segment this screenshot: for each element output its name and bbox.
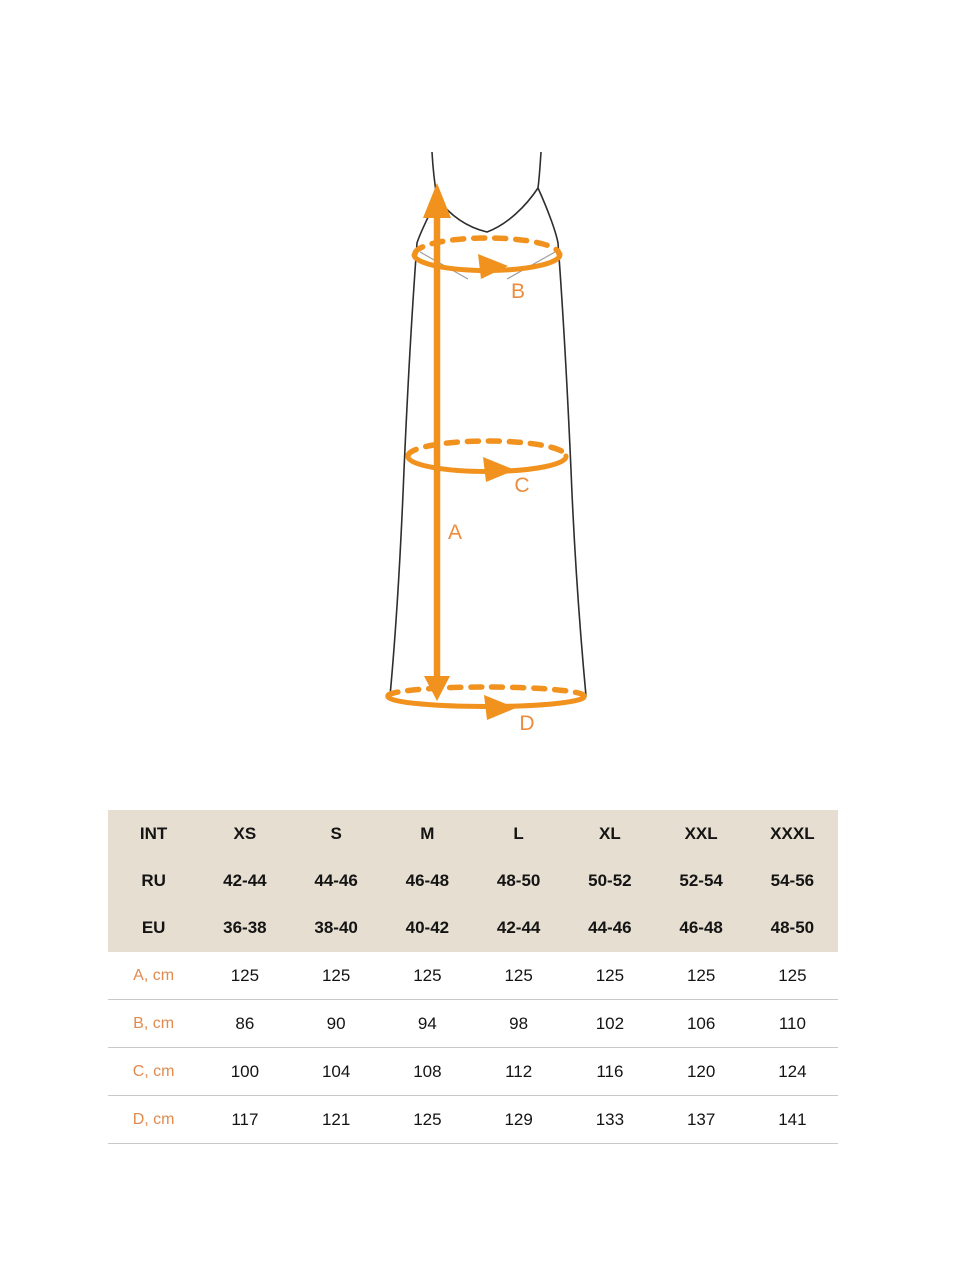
measure-label-b: B [510, 280, 526, 303]
size-cell: L [513, 823, 524, 843]
row-label: C, cm [132, 1062, 175, 1080]
right-strap [538, 152, 541, 188]
size-table-body [108, 952, 838, 1144]
size-cell: S [330, 823, 342, 843]
size-cell: XL [599, 823, 621, 843]
table-row-c [108, 1048, 838, 1096]
size-cell: 50-52 [588, 870, 632, 890]
value-cell: 125 [321, 965, 351, 985]
value-cell: 110 [778, 1013, 806, 1033]
size-cell: 46-48 [405, 870, 450, 890]
row-label: B, cm [133, 1014, 175, 1032]
size-cell: XS [233, 823, 257, 843]
value-cell: 116 [596, 1061, 624, 1081]
value-cell: 137 [686, 1109, 716, 1129]
value-cell: 108 [413, 1061, 442, 1081]
size-cell: 40-42 [405, 918, 450, 938]
measure-ellipse-c [408, 441, 566, 482]
value-cell: 100 [230, 1061, 260, 1081]
table-row-eu [108, 905, 838, 952]
row-label: INT [139, 823, 168, 843]
value-cell: 120 [686, 1061, 716, 1081]
value-cell: 112 [505, 1061, 533, 1081]
size-cell: 48-50 [496, 870, 541, 890]
value-cell: 104 [321, 1061, 351, 1081]
row-label: EU [141, 918, 166, 938]
table-row-ru [108, 857, 838, 904]
hip-ellipse-dashed-arc [408, 441, 566, 456]
hem-arrow-head-icon [484, 695, 516, 720]
value-cell: 125 [230, 965, 260, 985]
row-label: D, cm [132, 1110, 175, 1128]
size-cell: 48-50 [770, 918, 815, 938]
size-cell: 46-48 [679, 918, 723, 938]
value-cell: 90 [326, 1013, 346, 1033]
measure-label-d: D [519, 712, 535, 735]
table-row-b [108, 1000, 838, 1048]
size-cell: XXL [684, 823, 718, 843]
size-cell: 44-46 [588, 918, 632, 938]
dress-measurement-diagram [330, 140, 660, 740]
hip-arrow-head-icon [483, 457, 515, 482]
size-cell: 44-46 [314, 870, 358, 890]
value-cell: 125 [413, 1109, 442, 1129]
value-cell: 125 [413, 965, 442, 985]
measure-ellipse-d [388, 687, 584, 720]
size-table [108, 810, 838, 1144]
value-cell: 98 [509, 1013, 529, 1033]
measure-label-c: C [514, 474, 530, 497]
size-cell: 38-40 [314, 918, 358, 938]
size-cell: 42-44 [223, 870, 267, 890]
value-cell: 141 [778, 1109, 807, 1129]
value-cell: 121 [321, 1109, 351, 1129]
size-cell: 52-54 [679, 870, 723, 890]
value-cell: 102 [595, 1013, 625, 1033]
size-cell: M [420, 823, 435, 843]
value-cell: 94 [417, 1013, 437, 1033]
value-cell: 124 [778, 1061, 807, 1081]
table-row-d [108, 1096, 838, 1144]
measure-label-a: A [447, 521, 463, 544]
neckline [437, 188, 538, 232]
row-label: A, cm [133, 966, 175, 984]
table-row-int [108, 810, 838, 857]
value-cell: 125 [686, 965, 716, 985]
value-cell: 106 [686, 1013, 716, 1033]
size-cell: 36-38 [223, 918, 267, 938]
size-cell: XXXL [770, 823, 815, 843]
value-cell: 125 [778, 965, 807, 985]
value-cell: 117 [231, 1109, 259, 1129]
bust-arrow-head-icon [478, 254, 508, 279]
dress-diagram-svg [330, 140, 660, 740]
length-arrow-head-up-icon [423, 183, 451, 218]
size-cell: 54-56 [770, 870, 815, 890]
value-cell: 125 [595, 965, 625, 985]
hem-ellipse-dashed-arc [388, 687, 584, 696]
size-cell: 42-44 [496, 918, 541, 938]
value-cell: 133 [595, 1109, 625, 1129]
dress-outline [390, 152, 586, 696]
table-row-a [108, 952, 838, 1000]
value-cell: 129 [504, 1109, 533, 1129]
value-cell: 86 [235, 1013, 255, 1033]
value-cell: 125 [504, 965, 533, 985]
row-label: RU [141, 870, 166, 890]
size-table-header [108, 810, 838, 952]
